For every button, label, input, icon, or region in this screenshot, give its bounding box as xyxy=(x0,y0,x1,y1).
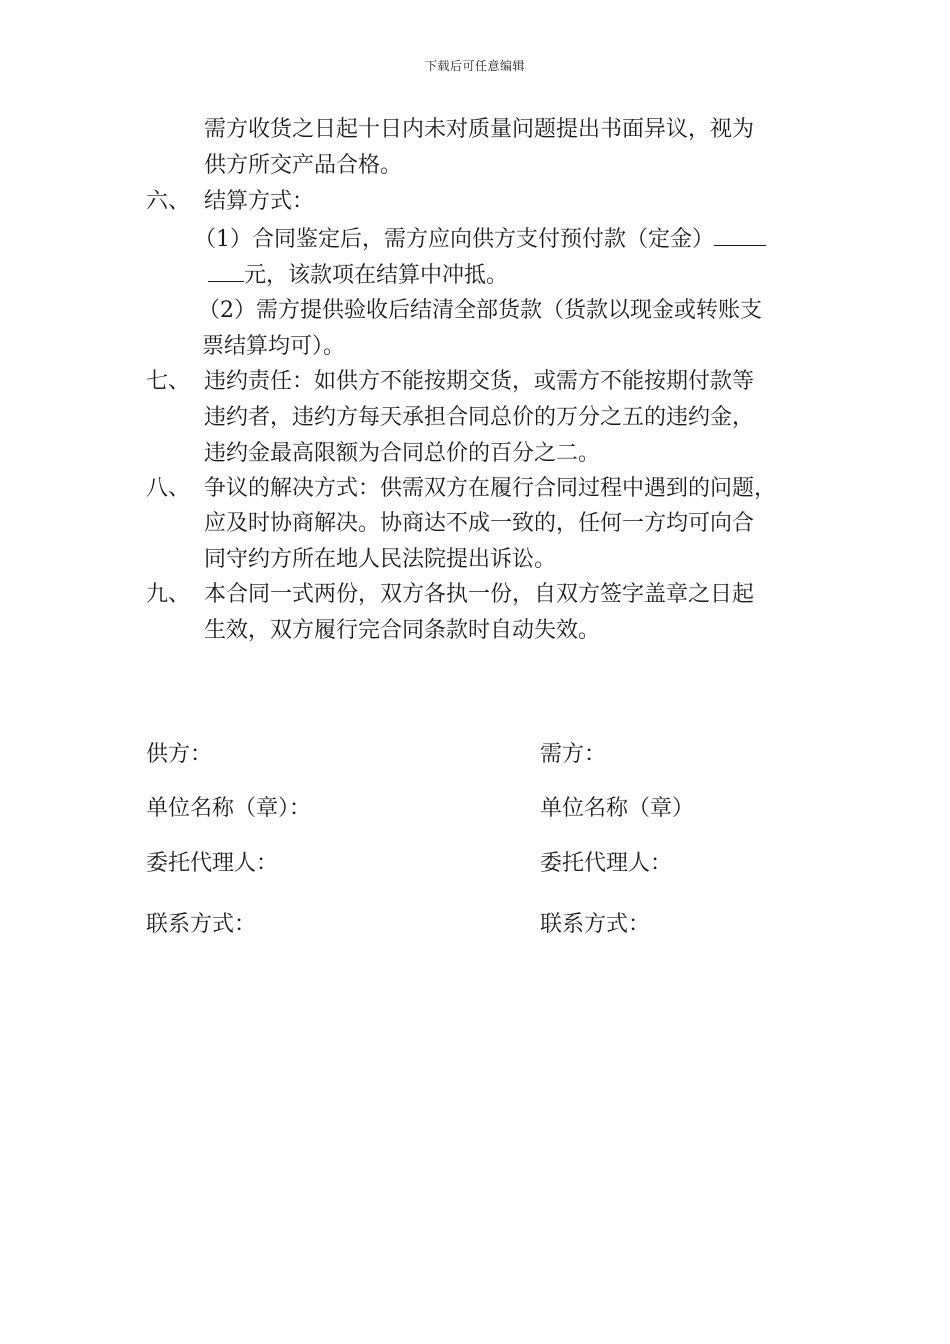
clause8-line1: 争议的解决方式：供需双方在履行合同过程中遇到的问题， xyxy=(204,476,777,501)
buyer-agent-label: 委托代理人： xyxy=(540,851,673,876)
clause8-line3: 同守约方所在地人民法院提出诉讼。 xyxy=(204,547,557,572)
clause5-line2: 供方所交产品合格。 xyxy=(204,153,403,178)
clause7-line2: 违约者，违约方每天承担合同总价的万分之五的违约金， xyxy=(204,405,755,430)
clause6-title: 结算方式： xyxy=(204,189,315,214)
supplier-contact-label: 联系方式： xyxy=(146,912,257,937)
clause7-number: 七、 xyxy=(146,369,191,394)
buyer-label: 需方： xyxy=(540,742,607,767)
clause9-line2: 生效，双方履行完合同条款时自动失效。 xyxy=(204,618,601,643)
clause9-line1: 本合同一式两份，双方各执一份，自双方签字盖章之日起 xyxy=(204,582,755,607)
clause6-item1-suffix: 元，该款项在结算中冲抵。 xyxy=(244,263,509,288)
clause8-line2: 应及时协商解决。协商达不成一致的，任何一方均可向合 xyxy=(204,511,755,536)
clause6-item1-line1 xyxy=(194,223,766,255)
supplier-agent-label: 委托代理人： xyxy=(146,851,279,876)
clause6-item2-line2: 票结算均可）。 xyxy=(202,334,346,359)
deposit-amount-blank[interactable] xyxy=(714,223,766,246)
page-header: 下载后可任意编辑 xyxy=(424,59,525,73)
clause6-item1-line2 xyxy=(208,259,508,291)
clause6-item2-line1: （2）需方提供验收后结清全部货款（货款以现金或转账支 xyxy=(198,298,762,323)
clause7-line1: 违约责任：如供方不能按期交货，或需方不能按期付款等 xyxy=(204,369,755,394)
supplier-unit-name-label: 单位名称（章）： xyxy=(146,796,312,821)
deposit-amount-blank-cont[interactable] xyxy=(208,259,244,282)
supplier-label: 供方： xyxy=(146,742,213,767)
clause6-number: 六、 xyxy=(146,189,191,214)
clause6-item1-text: （1）合同鉴定后，需方应向供方支付预付款（定金） xyxy=(194,227,714,252)
clause5-line1: 需方收货之日起十日内未对质量问题提出书面异议，视为 xyxy=(204,117,755,142)
clause7-line3: 违约金最高限额为合同总价的百分之二。 xyxy=(204,441,601,466)
buyer-unit-name-label: 单位名称（章） xyxy=(540,796,695,821)
buyer-contact-label: 联系方式： xyxy=(540,912,651,937)
clause8-number: 八、 xyxy=(146,476,191,501)
clause9-number: 九、 xyxy=(146,582,191,607)
